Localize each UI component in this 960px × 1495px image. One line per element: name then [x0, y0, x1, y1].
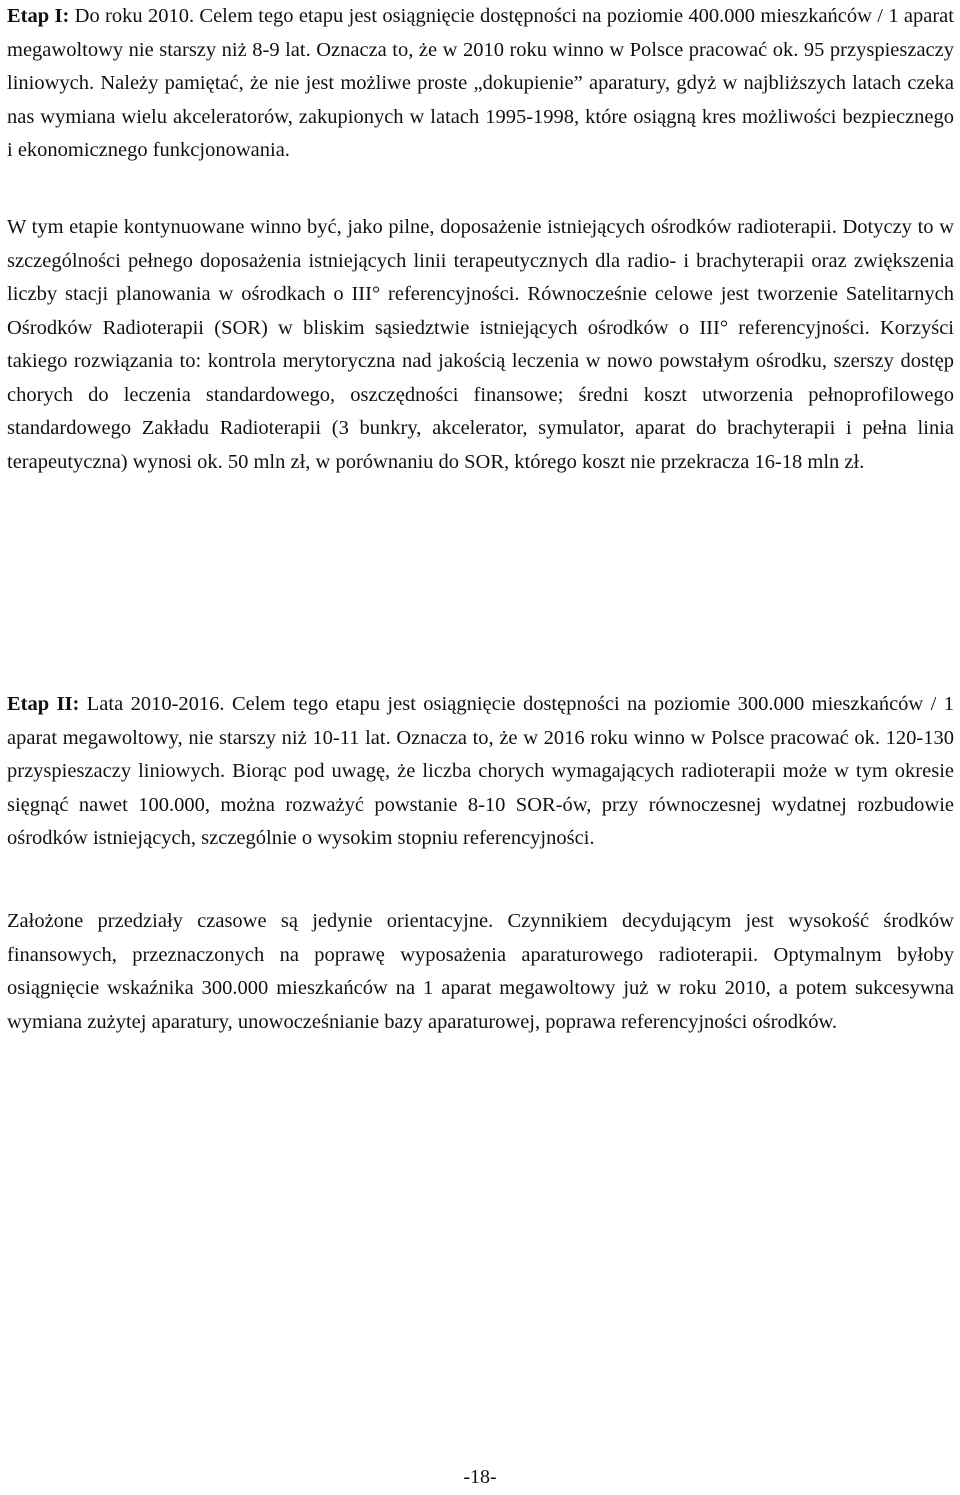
- etap-1-text: Do roku 2010. Celem tego etapu jest osiągnięcie dostępności na poziomie 400.000 mieszkańców / 1 aparat megawoltowy nie starszy niż 8-9 lat. Oznacza to, że w 2010 roku winno w Polsce pracować ok. 95 przyspieszaczy liniowych. Należy pamiętać, że nie jest możliwe proste „dokupienie” aparatury, gdyż w najbliższych latach czeka nas wymiana wielu akceleratorów, zakupionych w latach 1995-1998, które osiągną kres możliwości bezpiecznego i ekonomicznego funkcjonowania.: [7, 5, 954, 161]
- etap-2-label: Etap II:: [7, 693, 80, 715]
- paragraph-etap-2: [7, 688, 954, 856]
- paragraph-etap-1-continuation: W tym etapie kontynuowane winno być, jako pilne, doposażenie istniejących ośrodków radioterapii. Dotyczy to w szczególności pełnego doposażenia istniejących linii terapeutycznych dla radio- i brachyterapii oraz zwiększenia liczby stacji planowania w ośrodkach o III° referencyjności. Równocześnie celowe jest tworzenie Satelitarnych Ośrodków Radioterapii (SOR) w bliskim sąsiedztwie istniejących ośrodków o III° referencyjności. Korzyści takiego rozwiązania to: kontrola merytoryczna nad jakością leczenia w nowo powstałym ośrodku, szerszy dostęp chorych do leczenia standardowego, oszczędności finansowe; średni koszt utworzenia pełnoprofilowego standardowego Zakładu Radioterapii (3 bunkry, akcelerator, symulator, aparat do brachyterapii i pełna linia terapeutyczna) wynosi ok. 50 mln zł, w porównaniu do SOR, którego koszt nie przekracza 16-18 mln zł.: [7, 216, 954, 473]
- etap-2-text: Lata 2010-2016. Celem tego etapu jest osiągnięcie dostępności na poziomie 300.000 mieszkańców / 1 aparat megawoltowy, nie starszy niż 10-11 lat. Oznacza to, że w 2016 roku winno w Polsce pracować ok. 120-130 przyspieszaczy liniowych. Biorąc pod uwagę, że liczba chorych wymagających radioterapii może w tym okresie sięgnąć nawet 100.000, można rozważyć powstanie 8-10 SOR-ów, przy równoczesnej wydatnej rozbudowie ośrodków istniejących, szczególnie o wysokim stopniu referencyjności.: [7, 693, 955, 849]
- paragraph-closing: Założone przedziały czasowe są jedynie orientacyjne. Czynnikiem decydującym jest wysokość środków finansowych, przeznaczonych na poprawę wyposażenia aparaturowego radioterapii. Optymalnym byłoby osiągnięcie wskaźnika 300.000 mieszkańców na 1 aparat megawoltowy już w roku 2010, a potem sukcesywna wymiana zużytej aparatury, unowocześnianie bazy aparaturowej, poprawa referencyjności ośrodków.: [7, 910, 954, 1033]
- paragraph-etap-1: [7, 0, 954, 168]
- page-number: -18-: [463, 1466, 497, 1488]
- etap-1-label: Etap I:: [7, 5, 70, 27]
